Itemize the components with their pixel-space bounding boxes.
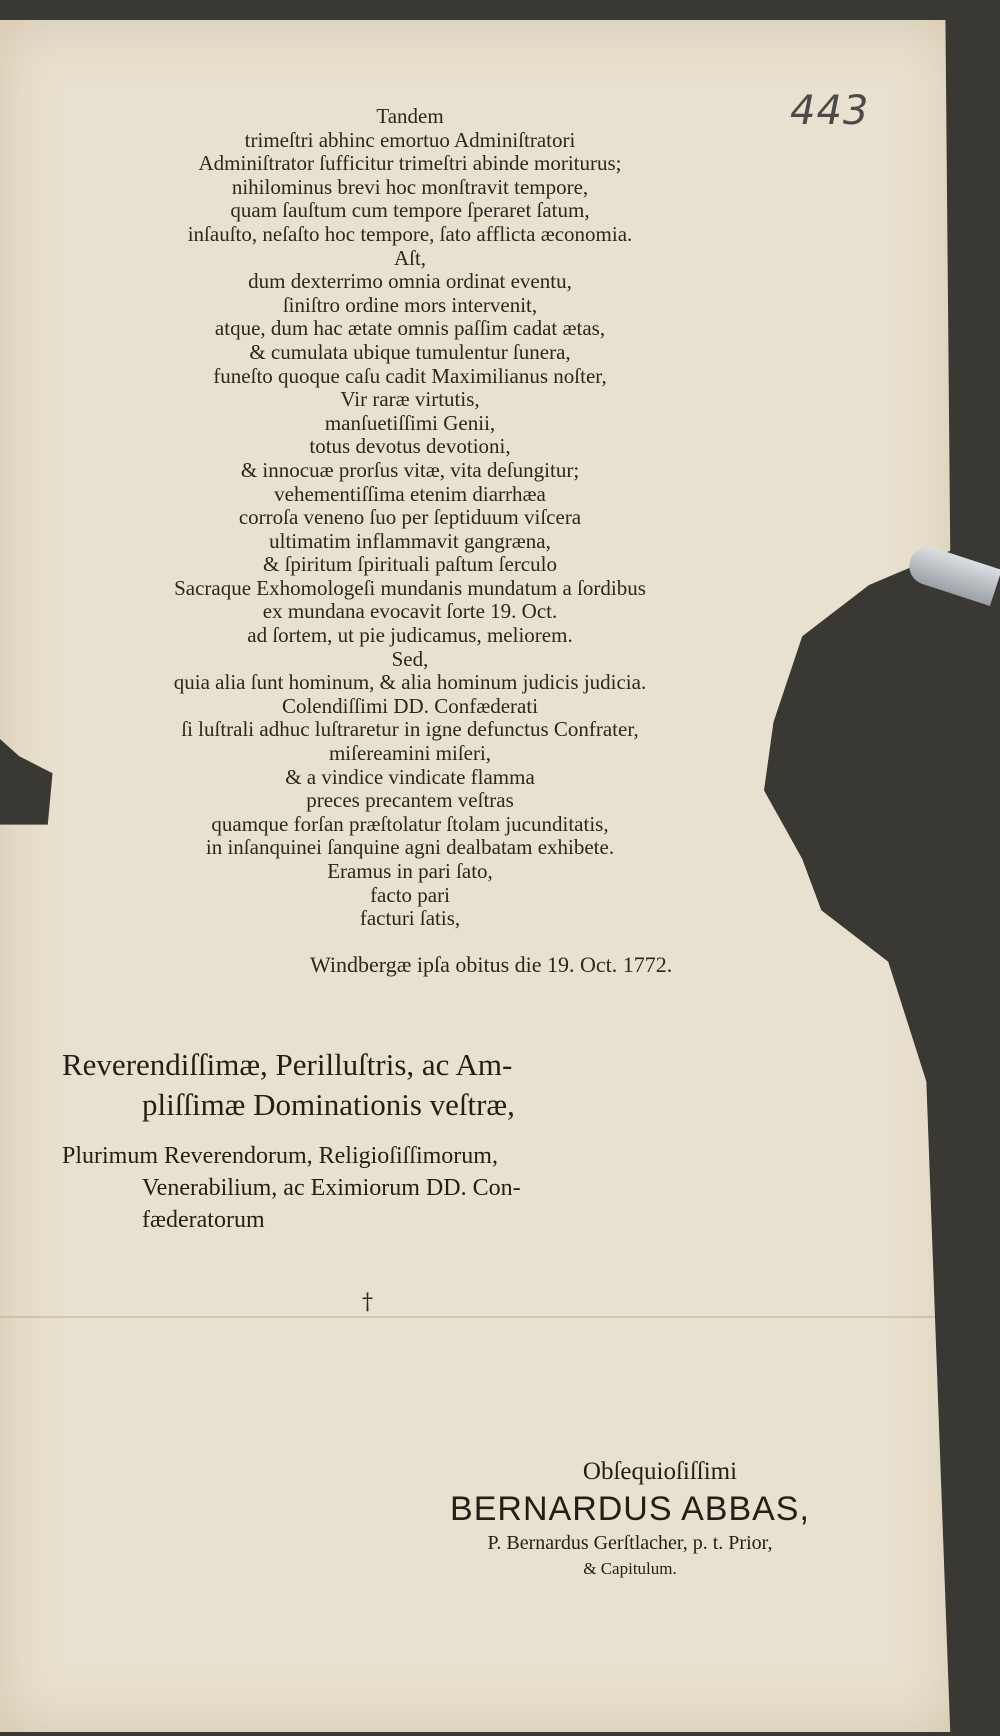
verse-line: ultimatim inflammavit gangræna,: [269, 528, 551, 553]
signature-line-3: P. Bernardus Gerſtlacher, p. t. Prior,: [487, 1532, 773, 1554]
verse-line: manſuetiſſimi Genii,: [324, 410, 496, 435]
verse-line: inſauſto, neſaſto hoc tempore, ſato afflicta æconomia.: [187, 221, 633, 246]
verse-line: Tandem: [376, 104, 444, 128]
verse-line: miſereamini miſeri,: [328, 741, 492, 766]
address-line-4: Venerabilium, ac Eximiorum DD. Con-: [142, 1175, 521, 1201]
verse-line: atque, dum hac ætate omnis paſſim cadat ætas,: [214, 316, 606, 341]
verse-line: Adminiſtrator ſufficitur trimeſtri abinde moriturus;: [198, 151, 622, 176]
verse-line: Vir raræ virtutis,: [340, 387, 480, 412]
verse-line: in inſanquinei ſanquine agni dealbatam exhibete.: [205, 835, 615, 860]
address-heading: [62, 1045, 515, 1125]
address-line-3: Plurimum Reverendorum, Religioſiſſimorum,: [62, 1143, 498, 1169]
verse-line: quam ſauſtum cum tempore ſperaret ſatum,: [230, 198, 590, 223]
address-line-5: fæderatorum: [142, 1207, 265, 1233]
verse-line: ſiniſtro ordine mors intervenit,: [282, 292, 538, 317]
verse-line: & innocuæ prorſus vitæ, vita deſungitur;: [240, 457, 580, 482]
verse-line: trimeſtri abhinc emortuo Adminiſtratori: [244, 127, 576, 152]
signature-line-1: Obſequioſiſſimi: [582, 1458, 738, 1485]
verse-line: ad ſortem, ut pie judicamus, meliorem.: [247, 623, 573, 648]
verse-line: Aſt,: [393, 245, 427, 270]
folio-number: 443: [790, 88, 870, 134]
verse-line: quamque forſan præſtolatur ſtolam jucunditatis,: [211, 811, 609, 836]
verse-line: facturi ſatis,: [359, 906, 461, 931]
fold-crease: [0, 1316, 955, 1318]
signature-block: [430, 1455, 830, 1581]
address-subheading: [62, 1140, 521, 1236]
verse-line: quia alia ſunt hominum, & alia hominum judicis judicia.: [173, 670, 647, 695]
verse-line: facto pari: [370, 882, 450, 907]
verse-line: vehementiſſima etenim diarrhæa: [274, 481, 546, 506]
verse-block: [0, 105, 820, 931]
verse-line: Eramus in pari ſato,: [327, 859, 493, 883]
address-line-1: Reverendiſſimæ, Perilluſtris, ac Am-: [62, 1047, 513, 1082]
cross-symbol: †: [362, 1290, 373, 1315]
verse-line: & cumulata ubique tumulentur ſunera,: [249, 339, 571, 364]
verse-line: Sed,: [391, 646, 429, 671]
verse-line: preces precantem veſtras: [306, 788, 514, 813]
address-line-2: pliſſimæ Dominationis veſtræ,: [142, 1087, 515, 1122]
verse-line: ſi luſtrali adhuc luſtraretur in igne defunctus Confrater,: [181, 717, 639, 742]
signature-line-4: & Capitulum.: [583, 1559, 677, 1578]
verse-line: corroſa veneno ſuo per ſeptiduum viſcera: [238, 505, 582, 530]
verse-line: ex mundana evocavit ſorte 19. Oct.: [262, 599, 558, 624]
dateline: Windbergæ ipſa obitus die 19. Oct. 1772.: [310, 952, 673, 977]
verse-line: Colendiſſimi DD. Confæderati: [281, 693, 539, 718]
verse-line: & ſpiritum ſpirituali paſtum ſerculo: [263, 552, 557, 577]
metal-clip: [904, 542, 1000, 606]
verse-line: totus devotus devotioni,: [309, 434, 511, 459]
verse-line: Sacraque Exhomologeſi mundanis mundatum a ſordibus: [174, 575, 646, 600]
verse-line: funeſto quoque caſu cadit Maximilianus noſter,: [213, 363, 607, 388]
signature-line-2: BERNARDUS ABBAS,: [450, 1490, 810, 1528]
verse-line: dum dexterrimo omnia ordinat eventu,: [248, 269, 572, 294]
verse-line: & a vindice vindicate flamma: [285, 764, 535, 789]
verse-line: nihilominus brevi hoc monſtravit tempore,: [231, 174, 589, 199]
